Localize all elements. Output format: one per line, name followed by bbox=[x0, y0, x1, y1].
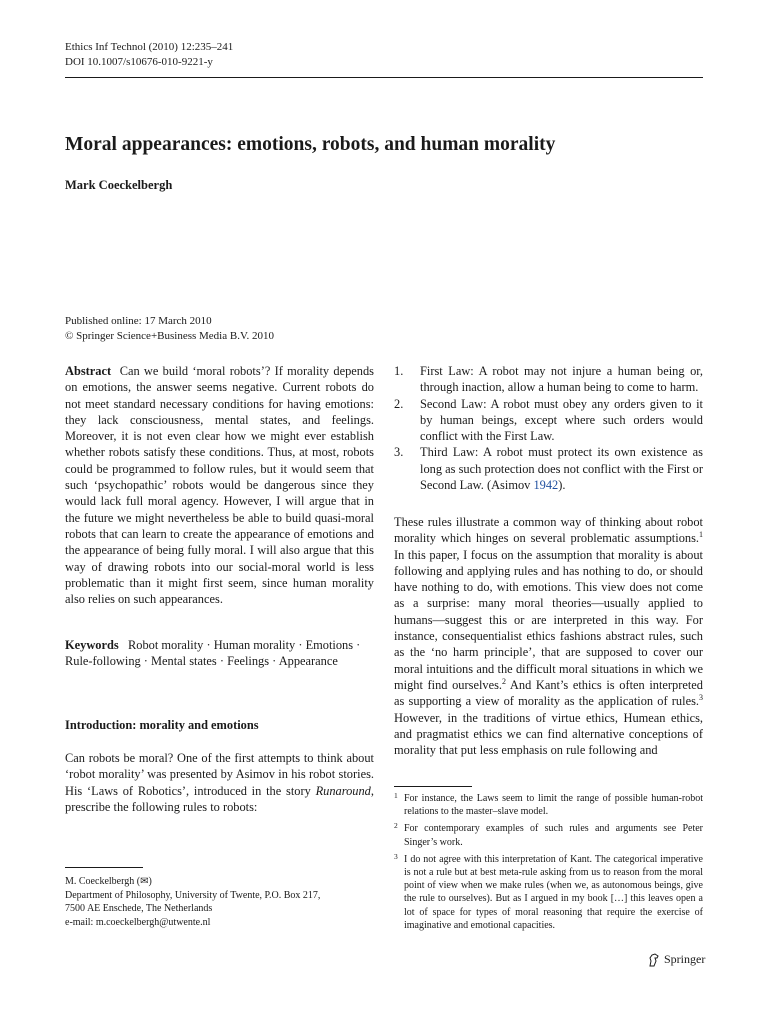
law-text: Second Law: A robot must obey any orders given to it by human beings, except where such orders would conflict with the First Law. bbox=[420, 396, 703, 444]
journal-citation: Ethics Inf Technol (2010) 12:235–241 bbox=[65, 41, 234, 53]
footnote-number: 2 bbox=[394, 821, 398, 831]
abstract-label: Abstract bbox=[65, 364, 112, 378]
law-item bbox=[394, 363, 703, 396]
footnote-number: 1 bbox=[394, 791, 398, 800]
copyright: © Springer Science+Business Media B.V. 2010 bbox=[65, 330, 274, 342]
publisher-name: Springer bbox=[664, 952, 706, 966]
footnote-text: For contemporary examples of such rules and arguments see Peter Singer’s work. bbox=[404, 823, 703, 848]
citation-link[interactable]: 1942 bbox=[533, 478, 559, 493]
footnote-ref[interactable]: 2 bbox=[502, 676, 506, 686]
para-text: However, in the traditions of virtue ethics, Humean ethics, and pragmatist ethics we can find alternative conceptions of morality that put less emphasis on rule following and bbox=[394, 710, 703, 758]
abstract bbox=[65, 363, 374, 607]
footnote bbox=[394, 822, 703, 848]
section-heading: Introduction: morality and emotions bbox=[65, 718, 259, 732]
paper-title: Moral appearances: emotions, robots, and human morality bbox=[65, 134, 556, 155]
story-title: Runaround bbox=[315, 783, 371, 798]
affiliation-dept: Department of Philosophy, University of Twente, P.O. Box 217, bbox=[65, 889, 321, 901]
intro-paragraph bbox=[65, 750, 374, 815]
footnote-text: For instance, the Laws seem to limit the range of possible human-robot relations to the master–slave model. bbox=[404, 793, 703, 818]
footnote-ref[interactable]: 1 bbox=[699, 530, 703, 540]
affiliation bbox=[65, 875, 320, 929]
affiliation-city: 7500 AE Enschede, The Netherlands bbox=[65, 903, 213, 914]
author-name: Mark Coeckelbergh bbox=[65, 178, 173, 192]
intro-text-b: , prescribe the following rules to robots: bbox=[65, 783, 374, 814]
body-paragraph bbox=[394, 514, 703, 758]
doi[interactable]: DOI 10.1007/s10676-010-9221-y bbox=[65, 56, 213, 68]
affiliation-name: M. Coeckelbergh (✉) bbox=[65, 876, 152, 887]
abstract-text: Can we build ‘moral robots’? If morality depends on emotions, the answer seems negative. Current robots do not meet standard necessary conditions for having emotions: they lack consciousness, mental states, and feelings. Moreover, it is not even clear how we might ever establish whether robots satisfy these conditions. Thus, at most, robots could be programmed to follow rules, but it would seem that such ‘psychopathic’ robots would be dangerous since they would lack full moral agency. However, I will argue that in the future we might nevertheless be able to build quasi-moral robots that can learn to create the appearance of emotions and the appearance of being fully moral. I will also argue that this way of drawing robots into our social-moral world is less problematic than it might first seem, since human morality also relies on such appearances. bbox=[65, 364, 375, 607]
keywords-text: Robot morality · Human morality · Emotions · Rule-following · Mental states · Feelings · Appearance bbox=[65, 638, 361, 669]
law-item bbox=[394, 444, 703, 493]
keywords-label: Keywords bbox=[65, 638, 119, 652]
footnote-text: I do not agree with this interpretation of Kant. The categorical imperative is not a rule but at best meta-rule asking from us to reason from the moral point of view when we make rules (when we, as autonomous beings, give the rule to ourselves). But as I argued in my book […] this leaves open a lot of space for types of moral reasoning that require the exercise of imaginative and emotional capacities. bbox=[404, 853, 703, 931]
springer-horse-icon bbox=[648, 953, 660, 967]
para-text: These rules illustrate a common way of thinking about robot morality which hinges on several problematic assumptions. bbox=[394, 515, 703, 546]
law-number: 3. bbox=[394, 445, 404, 460]
footnote-ref[interactable]: 3 bbox=[699, 693, 703, 703]
intro-text-a: Can robots be moral? One of the first attempts to think about ‘robot morality’ was presented by Asimov in his robot stories. His ‘Laws of Robotics’, introduced in the story bbox=[65, 751, 374, 798]
keywords bbox=[65, 637, 374, 670]
law-number: 2. bbox=[394, 396, 404, 411]
published-date: Published online: 17 March 2010 bbox=[65, 315, 212, 327]
affiliation-email[interactable]: e-mail: m.coeckelbergh@utwente.nl bbox=[65, 916, 211, 928]
law-text: Third Law: A robot must protect its own existence as long as such protection does not conflict with the First or Second Law. (Asimov bbox=[420, 445, 703, 493]
law-text: First Law: A robot may not injure a human being or, through inaction, allow a human being to come to harm. bbox=[420, 364, 703, 395]
para-text: In this paper, I focus on the assumption that morality is about following and applying rules and has nothing to do, or should have nothing to do, with emotions. This view does not come as a surprise: many moral theories—usually applied to humans—suggest this or are interpreted in this way. For instance, consequentialist ethics fashions abstract rules, such as the ‘no harm principle’, that are supposed to cover our moral intuitions and the difficult moral situations in which we might find ourselves. bbox=[394, 547, 703, 692]
footnote bbox=[394, 853, 703, 932]
law-item bbox=[394, 396, 703, 445]
laws-list bbox=[394, 363, 703, 493]
footnote bbox=[394, 792, 703, 818]
footnote-rule bbox=[394, 786, 472, 787]
law-number: 1. bbox=[394, 364, 404, 378]
para-text: And Kant’s ethics is often interpreted as supporting a view of morality as the application of rules. bbox=[394, 677, 703, 709]
publisher-logo bbox=[648, 952, 705, 967]
footnote-number: 3 bbox=[394, 851, 398, 861]
header-rule bbox=[65, 77, 703, 78]
law-text-end: ). bbox=[558, 478, 566, 493]
affiliation-rule bbox=[65, 867, 143, 868]
footnotes bbox=[394, 792, 703, 936]
